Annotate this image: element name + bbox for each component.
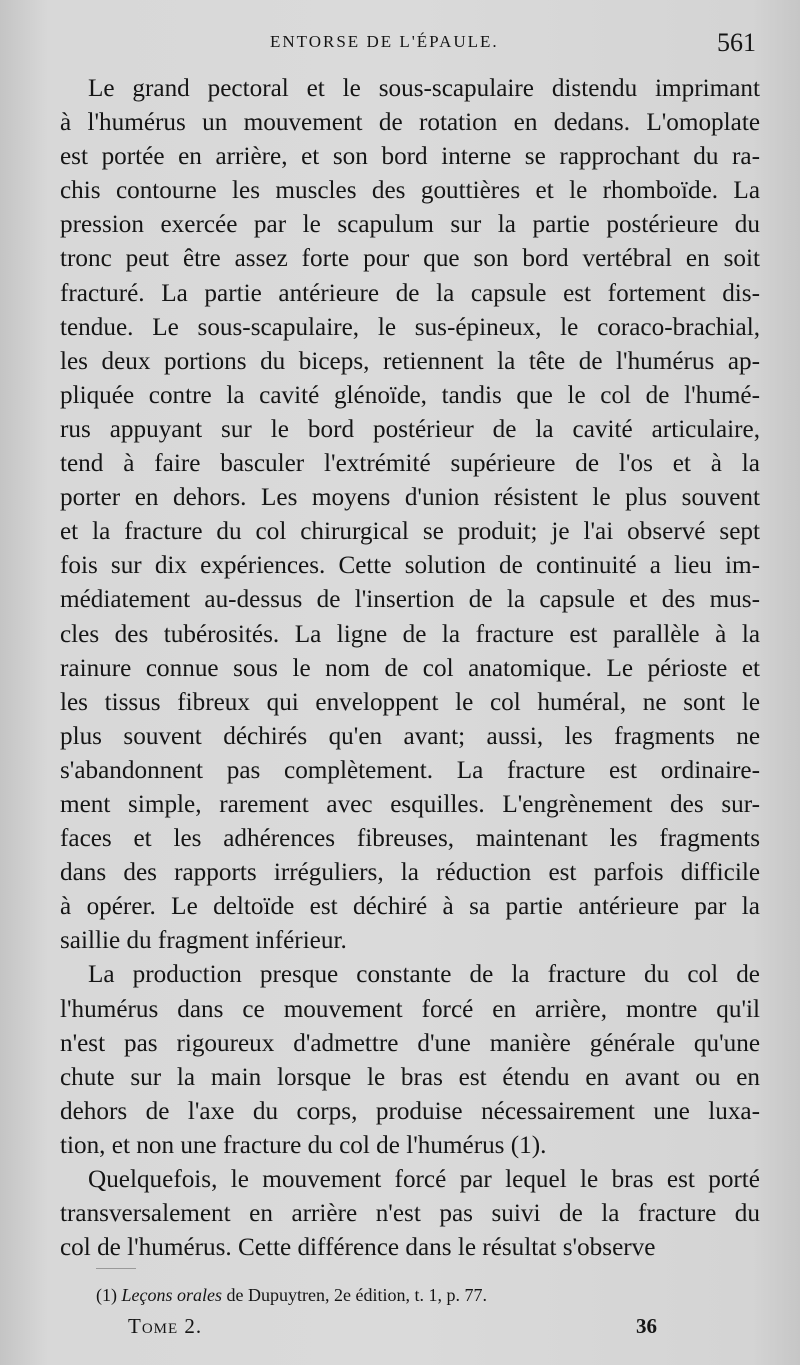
text-line: dehors de l'axe du corps, produise nécessairement une luxa- [60,1097,760,1125]
text-line: plus souvent déchirés qu'en avant; aussi, les fragments ne [60,722,760,750]
footnote-marker: (1) [96,1285,117,1305]
text-line: Quelquefois, le mouvement forcé par lequel le bras est porté [88,1166,760,1193]
body-text [60,72,760,1265]
text-line: s'abandonnent pas complètement. La fracture est ordinaire- [60,756,760,784]
text-line: pliquée contre la cavité glénoïde, tandis que le col de l'humé- [60,381,760,409]
text-line: et la fracture du col chirurgical se produit; je l'ai observé sept [60,518,760,546]
text-line: saillie du fragment inférieur. [60,927,347,955]
text-line: Le grand pectoral et le sous-scapulaire distendu imprimant [88,75,760,102]
running-title: ENTORSE DE L'ÉPAULE. [270,32,499,51]
footnote-italic-title: Leçons orales [121,1285,222,1305]
paragraph [60,958,760,1163]
footnote-rule [96,1268,136,1269]
text-line: à opérer. Le deltoïde est déchiré à sa partie antérieure par la [60,893,760,921]
text-line: col de l'humérus. Cette différence dans le résultat s'observe [60,1234,656,1262]
signature-mark: 36 [636,1314,657,1338]
text-line: ment simple, rarement avec esquilles. L'engrènement des sur- [60,790,760,818]
text-line: tendue. Le sous-scapulaire, le sus-épineux, le coraco-brachial, [60,313,760,341]
paragraph [60,72,760,958]
text-line: La production presque constante de la fracture du col de [88,961,760,989]
text-line: est portée en arrière, et son bord interne se rapprochant du ra- [60,143,760,171]
text-line: les tissus fibreux qui enveloppent le col huméral, ne sont le [60,688,760,716]
text-line: fracturé. La partie antérieure de la capsule est fortement dis- [60,279,760,307]
text-line: tronc peut être assez forte pour que son bord vertébral en soit [60,245,760,273]
text-line: n'est pas rigoureux d'admettre d'une manière générale qu'une [60,1029,760,1057]
text-line: l'humérus dans ce mouvement forcé en arrière, montre qu'il [60,995,760,1023]
footnote [96,1285,487,1306]
text-line: tion, et non une fracture du col de l'humérus (1). [60,1131,547,1159]
text-line: chute sur la main lorsque le bras est étendu en avant ou en [60,1063,760,1091]
paragraph [60,1163,760,1265]
text-line: tend à faire basculer l'extrémité supérieure de l'os et à la [60,450,760,478]
text-line: porter en dehors. Les moyens d'union résistent le plus souvent [60,484,760,512]
footnote-citation: de Dupuytren, 2e édition, t. 1, p. 77. [226,1285,487,1305]
text-line: médiatement au-dessus de l'insertion de la capsule et des mus- [60,586,760,614]
text-line: rus appuyant sur le bord postérieur de la cavité articulaire, [60,415,760,443]
text-line: transversalement en arrière n'est pas suivi de la fracture du [60,1200,760,1228]
text-line: faces et les adhérences fibreuses, maintenant les fragments [60,825,760,853]
text-line: les deux portions du biceps, retiennent la tête de l'humérus ap- [60,347,760,375]
text-line: pression exercée par le scapulum sur la partie postérieure du [60,211,760,239]
text-line: dans des rapports irréguliers, la réduction est parfois difficile [60,859,760,887]
page-number: 561 [717,28,756,57]
text-line: à l'humérus un mouvement de rotation en dedans. L'omoplate [60,109,760,137]
text-line: rainure connue sous le nom de col anatomique. Le périoste et [60,654,760,682]
text-line: fois sur dix expériences. Cette solution de continuité a lieu im- [60,552,760,580]
text-line: chis contourne les muscles des gouttières et le rhomboïde. La [60,177,760,205]
volume-label: Tome 2. [128,1314,203,1338]
text-line: cles des tubérosités. La ligne de la fracture est parallèle à la [60,620,760,648]
